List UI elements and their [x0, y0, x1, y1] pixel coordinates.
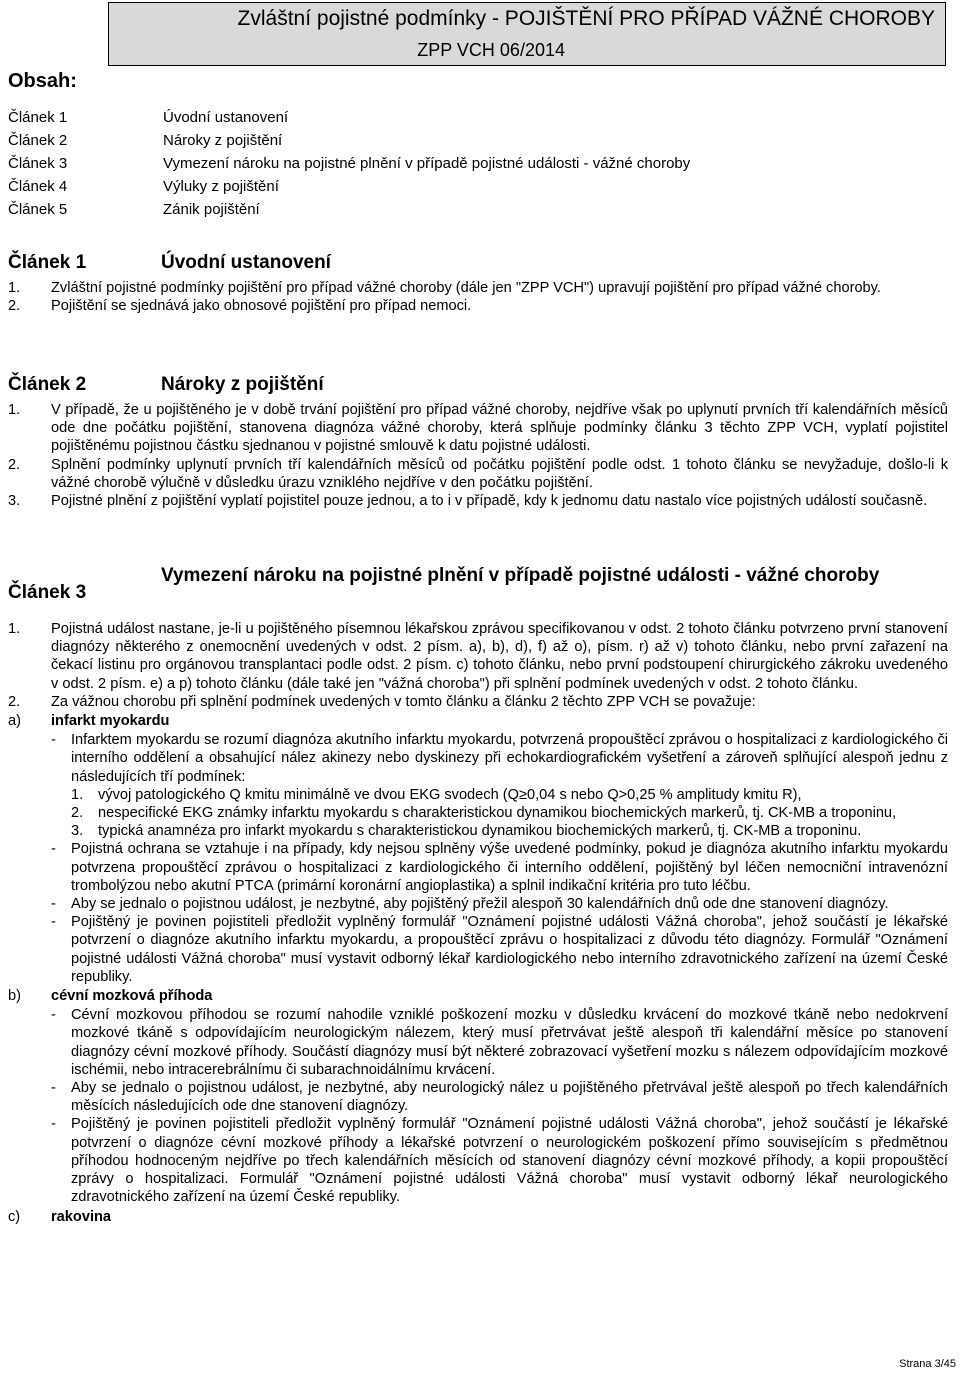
bullet-item [8, 1115, 948, 1206]
bullet-text: Pojištěný je povinen pojistiteli předložit vyplněný formulář "Oznámení pojistné události Vážná choroba", jehož součástí je lékařské potvrzení o diagnóze akutního infarktu myokardu, a propouštěcí zprávu o hospitalizaci z důvodu této diagnózy. Formulář "Oznámení pojistné události Vážná choroba" musí vystavit odborný lékař kardiologického nebo interního zdravotnického zařízení na území České republiky. [71, 914, 948, 985]
bullet-text: Aby se jednalo o pojistnou událost, je nezbytné, aby pojištěný přežil alespoň 30 kalendářních dnů ode dne stanovení diagnózy. [71, 896, 889, 913]
bullet-item [8, 895, 948, 913]
document-code: ZPP VCH 06/2014 [417, 40, 565, 60]
bullet-dash: - [51, 1116, 56, 1133]
bullet-dash: - [51, 1080, 56, 1097]
subsection-letter: c) [8, 1208, 21, 1225]
toc-item-num: Článek 1 [8, 109, 68, 126]
item-text: typická anamnéza pro infarkt myokardu s charakteristickou dynamikou biochemických markerů, tj. CK-MB a troponinu. [98, 823, 862, 840]
article-number: Článek 3 [8, 582, 87, 603]
document-title: Zvláštní pojistné podmínky - POJIŠTĚNÍ PRO PŘÍPAD VÁŽNÉ CHOROBY [237, 7, 935, 30]
toc-title: Obsah: [8, 70, 77, 92]
item-number: 3. [71, 823, 84, 840]
article-1 [8, 244, 948, 315]
article-heading [8, 560, 948, 620]
subsection-b [8, 987, 948, 1005]
article-heading [8, 366, 948, 398]
bullet-item [8, 731, 948, 786]
numbered-item [8, 804, 948, 822]
numbered-item [8, 822, 948, 840]
article-title: Nároky z pojištění [161, 374, 324, 395]
bullet-item [8, 840, 948, 895]
paragraph-text: Pojistná událost nastane, je-li u pojištěného písemnou lékařskou zprávou specifikovanou v odst. 2 tohoto článku potvrzeno první stanovení diagnózy některého z onemocnění uvedených v odst. 2 písm. a), b), d), f) až o), písm. r) až v) tohoto článku, nebo první zařazení na čekací listinu pro orgánovou transplantaci podle odst. 2 písm. c) tohoto článku, nebo první podstoupení chirurgického zákroku uvedeného v odst. 2 písm. e) a p) tohoto článku (dále také jen "vážná choroba") při splnění podmínek uvedených v odst. 2 tohoto článku. [51, 621, 948, 692]
bullet-dash: - [51, 914, 56, 931]
subsection-letter: b) [8, 988, 21, 1005]
toc-item [8, 152, 908, 175]
paragraph-number: 1. [8, 280, 21, 296]
paragraph-number: 1. [8, 621, 21, 637]
bullet-dash: - [51, 1007, 56, 1024]
paragraph-text: Splnění podmínky uplynutí prvních tří kalendářních měsíců od počátku pojištění podle odst. 1 tohoto článku se nevyžaduje, došlo-li k vážné chorobě výlučně v důsledku úrazu vzniklého nejdříve v den počátku pojištění. [51, 456, 948, 491]
paragraph-text: Pojistné plnění z pojištění vyplatí pojistitel pouze jednou, a to i v případě, kdy k jednomu datu nastalo více pojistných událostí současně. [51, 493, 928, 510]
toc-item-title: Zánik pojištění [163, 201, 260, 218]
bullet-text: Aby se jednalo o pojistnou událost, je nezbytné, aby neurologický nález u pojištěného přetrvával ještě alespoň po třech kalendářních měsících následujících ode dne stanovení diagnózy. [71, 1080, 948, 1115]
document-header [108, 2, 946, 66]
paragraph-number: 1. [8, 402, 21, 418]
page-number: Strana 3/45 [899, 1358, 956, 1370]
paragraph [8, 693, 948, 711]
toc-item-num: Článek 3 [8, 155, 68, 172]
item-text: vývoj patologického Q kmitu minimálně ve dvou EKG svodech (Q≥0,04 s nebo Q>0,25 % amplitudy kmitu R), [98, 786, 802, 803]
numbered-item [8, 786, 948, 804]
bullet-dash: - [51, 732, 56, 749]
paragraph-text: V případě, že u pojištěného je v době trvání pojištění pro případ vážné choroby, nejdříve však po uplynutí prvních tří kalendářních měsíců ode dne počátku pojištění, stanovena diagnóza vážné choroby, která splňuje podmínky článku 3 těchto ZPP VCH, vyplatí pojistitel pojištěnému pojistnou částku sjednanou v pojistné smlouvě k datu pojistné události. [51, 402, 948, 455]
subsection-title: rakovina [51, 1208, 112, 1225]
table-of-contents [8, 106, 908, 221]
article-2 [8, 366, 948, 510]
toc-item-num: Článek 2 [8, 132, 68, 149]
article-number: Článek 2 [8, 374, 87, 395]
subsection-letter: a) [8, 713, 21, 730]
paragraph [8, 401, 948, 456]
subsection-title: infarkt myokardu [51, 713, 170, 730]
subsection-a [8, 712, 948, 730]
paragraph-text: Za vážnou chorobu při splnění podmínek uvedených v tomto článku a článku 2 těchto ZPP VCH se považuje: [51, 693, 756, 710]
toc-item-num: Článek 5 [8, 201, 68, 218]
bullet-text: Cévní mozkovou příhodou se rozumí nahodile vzniklé poškození mozku v důsledku krvácení do mozkové tkáně nebo nedokrvení mozkové tkáně s odpovídajícím neurologickým nálezem, který musí přetrvávat ještě alespoň tři kalendářní měsíce po stanovení diagnózy cévní mozkové příhody. Součástí diagnózy musí být některé zobrazovací vyšetření mozku s nálezem odpovídajícím mozkové ischémii, nebo intracerebrálnímu či subarachnoidálnímu krvácení. [71, 1007, 948, 1078]
bullet-item [8, 913, 948, 986]
toc-item [8, 175, 908, 198]
subsection-c [8, 1208, 948, 1226]
paragraph-number: 2. [8, 456, 21, 473]
paragraph [8, 297, 948, 315]
bullet-dash: - [51, 841, 56, 858]
article-number: Článek 1 [8, 252, 87, 273]
article-heading [8, 244, 948, 276]
item-number: 2. [71, 805, 84, 822]
paragraph-number: 3. [8, 493, 21, 510]
paragraph-number: 2. [8, 693, 21, 710]
article-title: Úvodní ustanovení [161, 252, 331, 273]
paragraph [8, 620, 948, 693]
toc-item [8, 198, 908, 221]
paragraph-text: Pojištění se sjednává jako obnosové pojištění pro případ nemoci. [51, 298, 472, 315]
toc-item [8, 106, 908, 129]
item-number: 1. [71, 786, 84, 803]
toc-item [8, 129, 908, 152]
paragraph [8, 456, 948, 492]
paragraph-number: 2. [8, 298, 21, 315]
bullet-item [8, 1079, 948, 1115]
toc-item-title: Vymezení nároku na pojistné plnění v případě pojistné události - vážné choroby [163, 155, 691, 172]
toc-item-title: Výluky z pojištění [163, 178, 279, 195]
paragraph [8, 492, 948, 510]
article-title: Vymezení nároku na pojistné plnění v případě pojistné události - vážné choroby [161, 565, 880, 586]
article-3 [8, 560, 948, 1227]
toc-item-num: Článek 4 [8, 178, 68, 195]
bullet-text: Pojistná ochrana se vztahuje i na případy, kdy nejsou splněny výše uvedené podmínky, pokud je diagnóza akutního infarktu myokardu potvrzena propouštěcí zprávou o hospitalizaci z kardiologického či interního oddělení, pojištěný byl léčen nemocniční intravenózní trombolýzou nebo akutní PTCA (primární koronární angioplastika) a splnil indikační kritéria pro tuto léčbu. [71, 841, 948, 894]
bullet-text: Pojištěný je povinen pojistiteli předložit vyplněný formulář "Oznámení pojistné události Vážná choroba", jehož součástí je lékařské potvrzení o diagnóze cévní mozkové příhody a lékařské potvrzení o neurologickém poškození přímo souvisejícím s předmětnou příhodou hodnoceným nejdříve po třech kalendářních měsících od stanovení diagnózy cévní mozkové příhody, a kopii propouštěcí zprávy o hospitalizaci. Formulář "Oznámení pojistné události Vážná choroba" musí vystavit odborný lékař neurologického zdravotnického zařízení na území České republiky. [71, 1116, 948, 1206]
subsection-title: cévní mozková příhoda [51, 988, 213, 1005]
paragraph [8, 279, 948, 297]
paragraph-text: Zvláštní pojistné podmínky pojištění pro případ vážné choroby (dále jen "ZPP VCH") upravují pojištění pro případ vážné choroby. [51, 280, 881, 296]
toc-item-title: Nároky z pojištění [163, 132, 283, 149]
toc-item-title: Úvodní ustanovení [163, 109, 289, 126]
bullet-item [8, 1006, 948, 1079]
bullet-dash: - [51, 896, 56, 913]
item-text: nespecifické EKG známky infarktu myokardu s charakteristickou dynamikou biochemických markerů, tj. CK-MB a troponinu, [98, 805, 897, 822]
bullet-text: Infarktem myokardu se rozumí diagnóza akutního infarktu myokardu, potvrzená propouštěcí zprávou o hospitalizaci z kardiologického či interního oddělení a obsahující nález akinezy nebo dyskinezy při echokardiografickém vyšetření a zároveň splňující alespoň jednu z následujících tří podmínek: [71, 732, 948, 785]
